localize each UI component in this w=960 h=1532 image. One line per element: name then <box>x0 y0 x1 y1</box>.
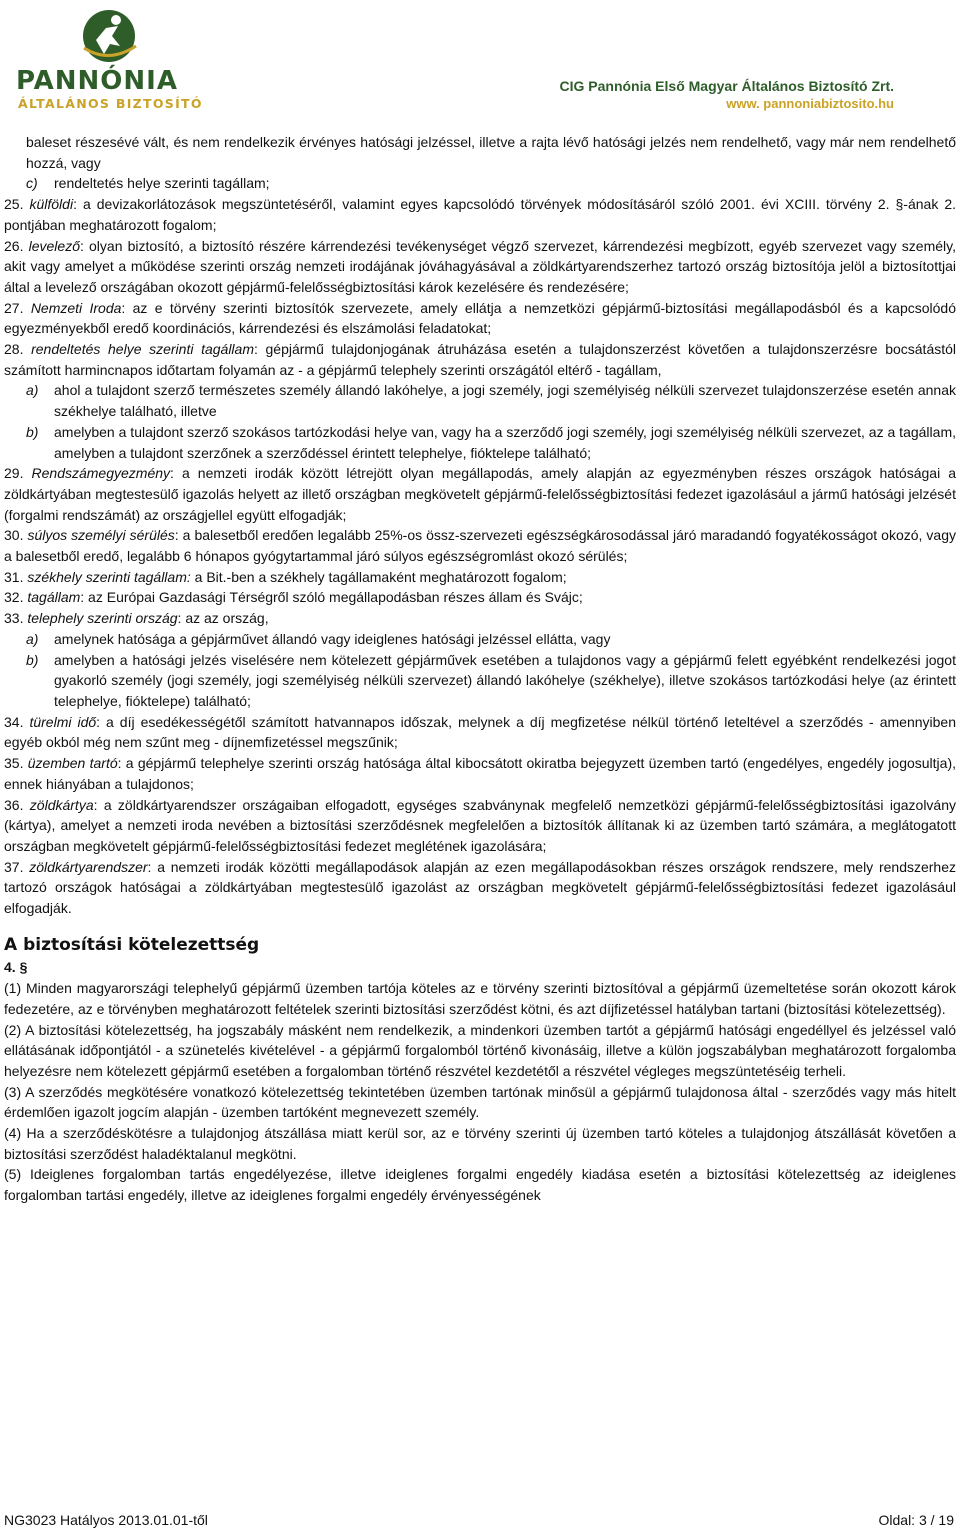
definition-33 <box>4 608 956 629</box>
definition-31 <box>4 567 956 588</box>
definition-26 <box>4 236 956 298</box>
footer-document-id: NG3023 Hatályos 2013.01.01-től <box>4 1512 208 1528</box>
definition-text: a Bit.-ben a székhely tagállamaként meghatározott fogalom; <box>190 568 567 585</box>
definition-32 <box>4 587 956 608</box>
section-paragraph-4: (4) Ha a szerződéskötésre a tulajdonjog átszállása miatt kerül sor, az e törvény szerinti új üzemben tartó köteles a tulajdonjog átszállását követően a biztosítási szerződést haladéktalanul megkötni. <box>4 1125 956 1162</box>
definition-term: telephely szerinti ország <box>27 610 178 627</box>
definition-term: levelező <box>28 237 80 254</box>
list-letter: b) <box>26 651 39 668</box>
definition-number: 30. <box>4 527 24 544</box>
definition-number: 28. <box>4 341 24 358</box>
definition-term: rendeltetés helye szerinti tagállam <box>31 341 254 358</box>
definition-term: zöldkártya <box>29 796 94 813</box>
list-text: amelynek hatósága a gépjárművet állandó vagy ideiglenes hatósági jelzéssel ellátta, vagy <box>54 630 611 647</box>
definition-term: Nemzeti Iroda <box>30 299 122 316</box>
definition-term: székhely szerinti tagállam: <box>27 568 191 585</box>
footer-page-number: Oldal: 3 / 19 <box>878 1512 954 1528</box>
definition-37 <box>4 857 956 919</box>
document-body <box>4 132 956 1206</box>
list-text: ahol a tulajdont szerző természetes személy állandó lakóhelye, a jogi személy, jogi személyiség nélküli szervezet tulajdonszerzése esetén annak székhelye található, illetve <box>54 382 956 420</box>
definition-term: üzemben tartó <box>27 755 118 772</box>
section-heading: A biztosítási kötelezettség <box>4 934 260 955</box>
definition-text: : a devizakorlátozások megszüntetéséről, valamint egyes kapcsolódó törvények módosításáról szóló 2001. évi XCIII. törvény 2. §-ának 2. pontjában meghatározott fogalom; <box>4 196 957 233</box>
definition-number: 33. <box>4 610 24 627</box>
definition-text: : a zöldkártyarendszer országaiban elfogadott, egységes szabványnak megfelelő nemzetközi gépjármű-felelősségbiztosítási igazolvány (kártya), amelyet a nemzeti iroda nevében a biztosítási szerződésnek megfelelően a biztosítók állítanak ki az üzemben tartó számára, a meglátogatott országban megkövetelt gépjármű-felelősségbiztosítási fedezet meglétének igazolására; <box>4 796 957 854</box>
definition-27 <box>4 298 956 339</box>
brand-subtitle: ÁLTALÁNOS BIZTOSÍTÓ <box>18 96 203 111</box>
list-letter: a) <box>26 382 39 399</box>
list-letter: c) <box>26 175 38 192</box>
definition-text: : a balesetből eredően legalább 25%-os össz-szervezeti egészségkárosodással járó maradandó fogyatékosságot okozó, vagy a balesetből eredő, legalább 6 hónapos gyógytartammal járó súlyos egészségromlást okozó sérülés; <box>4 527 956 565</box>
list-item <box>4 650 956 712</box>
definition-term: zöldkártyarendszer <box>29 858 148 875</box>
list-item <box>4 380 956 421</box>
company-name: CIG Pannónia Első Magyar Általános Biztosító Zrt. <box>559 78 894 94</box>
section-paragraph-1: (1) Minden magyarországi telephelyű gépjármű üzemben tartója köteles az e törvény szerinti biztosítóval a gépjármű üzemeltetése során okozott károk fedezetére, az e törvényben meghatározott feltételek szerinti biztosítási szerződést kötni, és azt díjfizetéssel hatályban tartani (biztosítási kötelezettség). <box>4 980 956 1017</box>
definition-34 <box>4 712 956 753</box>
definition-number: 34. <box>4 713 24 730</box>
definition-text: : az az ország, <box>177 610 269 627</box>
list-item <box>4 422 956 463</box>
definition-number: 37. <box>4 858 24 875</box>
definition-text: : gépjármű tulajdonjogának átruházása esetén a tulajdonszerzést követően a tulajdonszerzésre bocsátástól számított harmincnapos időtartam folyamán az - a gépjármű telephely szerinti országától eltérő - tagállam, <box>4 341 957 378</box>
page-header <box>0 0 960 120</box>
definition-text: : a díj esedékességétől számított hatvannapos időszak, melynek a díj megfizetése nélkül történő leteltével a szerződés - amennyiben egyéb okból még nem szűnt meg - díjnemfizetéssel megszűnik; <box>4 713 956 751</box>
list-letter: a) <box>26 630 39 647</box>
definition-term: külföldi <box>29 196 74 213</box>
definition-text: : az Európai Gazdasági Térségről szóló megállapodásban részes állam és Svájc; <box>80 589 583 606</box>
definition-term: türelmi idő <box>29 713 97 730</box>
definition-number: 31. <box>4 568 24 585</box>
list-text: amelyben a hatósági jelzés viselésére nem kötelezett gépjárművek esetében a tulajdonos vagy a gépjármű felett egyébként rendelkezési jogot gyakorló személy (jogi személy, jogi személyiség nélküli szervezet) állandó lakóhelye (székhelye), illetve szokásos tartózkodási helye (az érintett telephelye, fióktelepe) található; <box>54 651 956 709</box>
definition-28 <box>4 339 956 380</box>
definition-number: 36. <box>4 796 24 813</box>
section-paragraph-5: (5) Ideiglenes forgalomban tartás engedélyezése, illetve ideiglenes forgalmi engedély kiadása esetén a biztosítási kötelezettség az ideiglenes forgalomban tartási engedély, illetve az ideiglenes forgalmi engedély érvényességének <box>4 1166 956 1204</box>
list-item <box>4 629 956 650</box>
definition-number: 29. <box>4 465 24 482</box>
definition-text: : a nemzeti irodák közötti megállapodások alapján az ezen megállapodásokban részes országok rendszere, mely rendszerhez tartozó országok hatóságai a zöldkártyában megtestesülő igazolást az országban megkövetelt gépjármű-felelősségbiztosítási fedezet igazolásául elfogadják. <box>4 858 956 917</box>
definition-number: 25. <box>4 196 24 213</box>
definition-25 <box>4 194 956 235</box>
definition-text: : olyan biztosító, a biztosító részére kárrendezési tevékenységet végző szervezet, kárrendezési megbízott, egyéb szervezet vagy személy, akit vagy amelyet a működése szerinti ország nemzeti irodájának jóváhagyásával a zöldkártyarendszerhez tartozó ország biztosítója jelöl a biztosítottjai által a levelező országában okozott gépjármű-felelősségbiztosítási károk kezelésére és rendezésére; <box>4 237 956 295</box>
definition-36 <box>4 795 956 857</box>
website-link[interactable]: www. pannoniabiztosito.hu <box>726 96 894 111</box>
definition-35 <box>4 753 956 794</box>
list-item <box>4 173 956 194</box>
section-paragraph-2: (2) A biztosítási kötelezettség, ha jogszabály másként nem rendelkezik, a mindenkori üzemben tartót a gépjármű hatósági engedéllyel és jelzéssel való ellátásának időpontjától - a szünetelés kivételével - a gépjármű forgalomból történő kivonásáig, illetve a külön jogszabályban meghatározott forgalomba helyezésre nem kötelezett gépjármű esetében a forgalomban történő részvétel kezdetétől a részvétel végleges megszüntetéséig terheli. <box>4 1021 956 1079</box>
definition-number: 27. <box>4 299 24 316</box>
list-text: amelyben a tulajdont szerző szokásos tartózkodási helye van, vagy ha a szerződő jogi személy, jogi személyiség nélküli szervezet, az a tagállam, amelyben a tulajdont szerzőnek a szerződéssel érintett telephelye, fióktelepe található; <box>54 423 956 461</box>
definition-term: Rendszámegyezmény <box>31 465 171 482</box>
definition-term: tagállam <box>27 589 81 606</box>
definition-number: 26. <box>4 237 24 254</box>
definition-text: : a nemzeti irodák között létrejött olyan megállapodás, amely alapján az egyezményben részes országok hatóságai a zöldkártyában megtestesülő igazolás helyett az illető országban megkövetelt gépjármű-felelősségbiztosítási fedezet igazolásául a jármű hatósági jelzését (forgalmi rendszámát) az országjellel együtt elfogadják; <box>4 465 956 523</box>
paragraph: baleset részesévé vált, és nem rendelkezik érvényes hatósági jelzéssel, illetve a rajta lévő hatósági jelzés nem rendelhető, vagy már nem rendelhető hozzá, vagy <box>26 134 956 171</box>
definition-text: : a gépjármű telephelye szerinti ország hatósága által kibocsátott okiratba bejegyzett üzemben tartó (engedélyes, engedély jogosultja), ennek hiányában a tulajdonos; <box>4 755 956 792</box>
definition-number: 35. <box>4 755 24 772</box>
definition-term: súlyos személyi sérülés <box>27 527 175 544</box>
definition-30 <box>4 525 956 566</box>
brand-name: PANNÓNIA <box>16 66 178 96</box>
list-letter: b) <box>26 423 39 440</box>
definition-29 <box>4 463 956 525</box>
section-paragraph-3: (3) A szerződés megkötésére vonatkozó kötelezettség tekintetében üzemben tartónak minősül a gépjármű tulajdonosa által - szerződés vagy más hitelt érdemlően igazolt jogcím alapján - üzemben tartóként megnevezett személy. <box>4 1083 956 1121</box>
definition-number: 32. <box>4 589 24 606</box>
section-number: 4. § <box>4 959 28 976</box>
definition-text: : az e törvény szerinti biztosítók szervezete, amely ellátja a nemzetközi gépjármű-biztosítási megállapodásból és a kapcsolódó egyezményekből eredő koordinációs, kárrendezési és elszámolási feladatokat; <box>4 299 956 337</box>
list-text: rendeltetés helye szerinti tagállam; <box>54 175 270 192</box>
